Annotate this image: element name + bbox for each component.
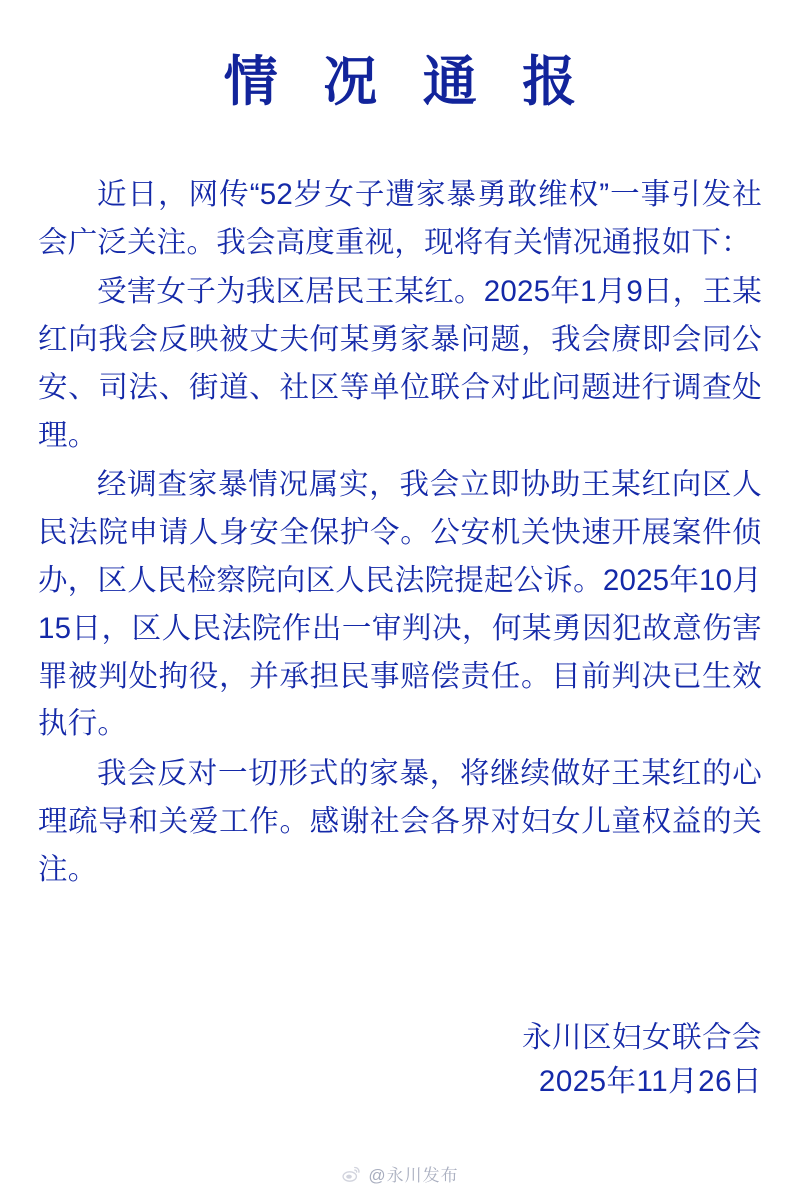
signature-issuer: 永川区妇女联合会 xyxy=(521,1020,762,1054)
document-body xyxy=(38,171,762,894)
watermark-text: @永川发布 xyxy=(368,1166,459,1185)
paragraph-3: 经调查家暴情况属实，我会立即协助王某红向区人民法院申请人身安全保护令。公安机关快速开展案件侦办，区人民检察院向区人民法院提起公诉。2025年10月15日，区人民法院作出一审判决，何某勇因犯故意伤害罪被判处拘役，并承担民事赔偿责任。目前判决已生效执行。 xyxy=(38,468,762,741)
paragraph-4: 我会反对一切形式的家暴，将继续做好王某红的心理疏导和关爱工作。感谢社会各界对妇女儿童权益的关注。 xyxy=(38,757,762,886)
weibo-icon xyxy=(341,1164,361,1184)
paragraph-1: 近日，网传“52岁女子遭家暴勇敢维权”一事引发社会广泛关注。我会高度重视，现将有关情况通报如下： xyxy=(38,177,762,259)
watermark xyxy=(0,1161,800,1186)
signature-date: 2025年11月26日 xyxy=(538,1064,762,1098)
paragraph-2: 受害女子为我区居民王某红。2025年1月9日，王某红向我会反映被丈夫何某勇家暴问题，我会赓即会同公安、司法、街道、社区等单位联合对此问题进行调查处理。 xyxy=(38,275,762,452)
page-title: 情 况 通 报 xyxy=(223,52,593,112)
signature-block xyxy=(522,1016,762,1105)
